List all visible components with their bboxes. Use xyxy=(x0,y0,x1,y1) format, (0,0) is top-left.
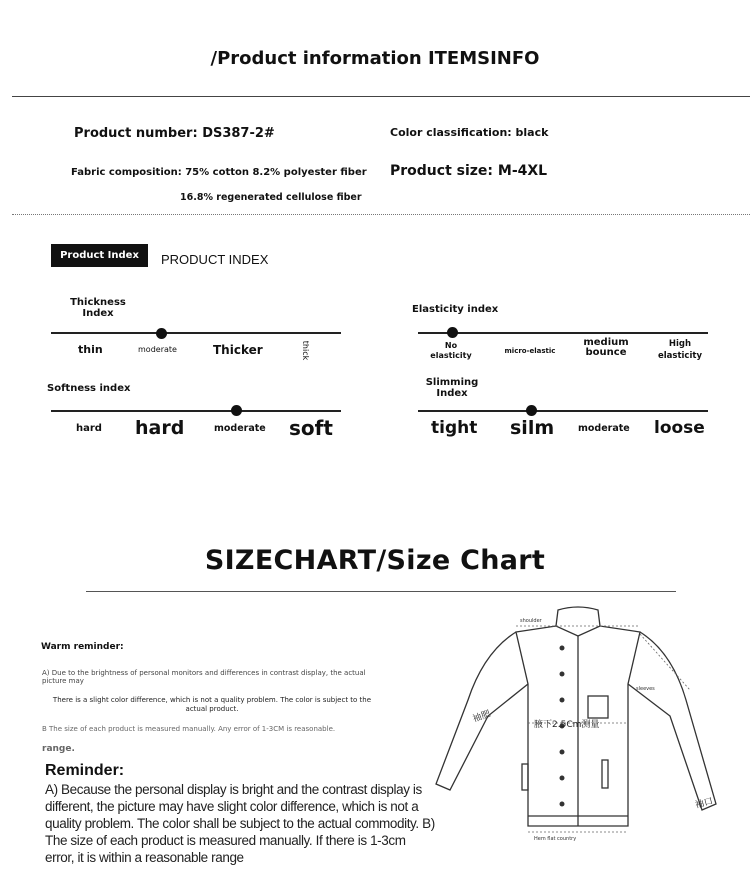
slimming-title-line1: Slimming xyxy=(425,377,479,388)
thickness-label-thin: thin xyxy=(78,343,103,356)
softness-label-soft: soft xyxy=(289,416,333,440)
note-range: range. xyxy=(42,744,75,754)
softness-label-moderate: moderate xyxy=(214,423,266,434)
elasticity-high-line1: High xyxy=(668,339,692,349)
warm-reminder-title: Warm reminder: xyxy=(41,642,124,652)
thickness-label-thick: thick xyxy=(301,340,311,361)
thickness-scale xyxy=(51,332,341,334)
fabric-composition: Fabric composition: 75% cotton 8.2% polyester fiber xyxy=(71,167,367,178)
elasticity-no-line2: elasticity xyxy=(430,351,472,360)
slimming-marker xyxy=(526,405,537,416)
thickness-index-title xyxy=(68,297,128,319)
page-title: /Product information ITEMSINFO xyxy=(210,48,540,69)
thickness-title-line1: Thickness xyxy=(70,297,126,308)
elasticity-marker xyxy=(447,327,458,338)
elasticity-label-high xyxy=(650,338,710,362)
elasticity-scale xyxy=(418,332,708,334)
color-classification: Color classification: black xyxy=(390,126,549,139)
softness-marker xyxy=(231,405,242,416)
product-size: Product size: M-4XL xyxy=(390,163,548,179)
thickness-label-moderate: moderate xyxy=(138,345,177,354)
chest-measure-label: 腋下2.5Cm测量 xyxy=(534,720,600,730)
elasticity-label-no xyxy=(424,341,478,361)
info-divider xyxy=(12,214,750,215)
slimming-title-line2: Index xyxy=(436,388,468,399)
note-b: B The size of each product is measured manually. Any error of 1-3CM is reasonable. xyxy=(42,725,336,733)
header-divider xyxy=(12,96,750,97)
reminder-body: A) Because the personal display is bright and the contrast display is different, the picture may have slight color difference, which is not a quality problem. The color shall be subject to the actual commodity. B) The size of each product is measured manually. If there is 1-3cm error, it is within a reasonable range xyxy=(45,782,435,865)
product-index-badge: Product Index xyxy=(51,244,148,267)
elasticity-index-title: Elasticity index xyxy=(412,304,499,315)
sleeve-width-label: 袖肥 xyxy=(471,709,492,725)
elasticity-high-line2: elasticity xyxy=(657,351,702,361)
product-index-heading: PRODUCT INDEX xyxy=(161,252,269,267)
jacket-right-sleeve xyxy=(628,632,716,810)
thickness-marker xyxy=(156,328,167,339)
sleeves-label: sleeves xyxy=(636,686,655,692)
size-chart-divider xyxy=(86,591,676,592)
elasticity-label-medium xyxy=(576,338,636,358)
slimming-scale xyxy=(418,410,708,412)
thickness-label-thicker: Thicker xyxy=(213,343,263,357)
softness-index-title: Softness index xyxy=(47,383,131,394)
size-chart-title: SIZECHART/Size Chart xyxy=(204,545,546,576)
slimming-label-loose: loose xyxy=(654,418,705,438)
slimming-index-title xyxy=(423,377,481,399)
softness-scale xyxy=(51,410,341,412)
jacket-chest-pocket xyxy=(588,696,608,718)
slimming-label-tight: tight xyxy=(431,418,478,438)
elasticity-no-line1: No xyxy=(444,341,458,350)
jacket-size-diagram xyxy=(428,604,728,844)
slimming-label-silm: silm xyxy=(510,417,555,439)
softness-label-hard-small: hard xyxy=(76,423,102,434)
softness-label-hard: hard xyxy=(135,417,185,439)
elasticity-label-micro: micro-elastic xyxy=(504,347,556,355)
slimming-label-moderate: moderate xyxy=(578,423,630,434)
shoulder-label: shoulder xyxy=(520,618,542,624)
fabric-composition-line2: 16.8% regenerated cellulose fiber xyxy=(180,192,362,203)
product-number: Product number: DS387-2# xyxy=(74,126,275,141)
note-a: A) Due to the brightness of personal monitors and differences in contrast display, the actual picture may xyxy=(42,669,366,685)
hem-label: Hem flat country xyxy=(534,836,577,842)
note-a2: There is a slight color difference, which is not a quality problem. The color is subject to the actual product. xyxy=(52,696,372,713)
thickness-title-line2: Index xyxy=(82,308,114,319)
jacket-collar xyxy=(556,607,600,626)
reminder-title: Reminder: xyxy=(45,762,125,779)
cuff-label: 袖口 xyxy=(694,796,715,811)
elasticity-medium-line1: medium xyxy=(583,337,629,348)
elasticity-medium-line2: bounce xyxy=(585,347,627,358)
